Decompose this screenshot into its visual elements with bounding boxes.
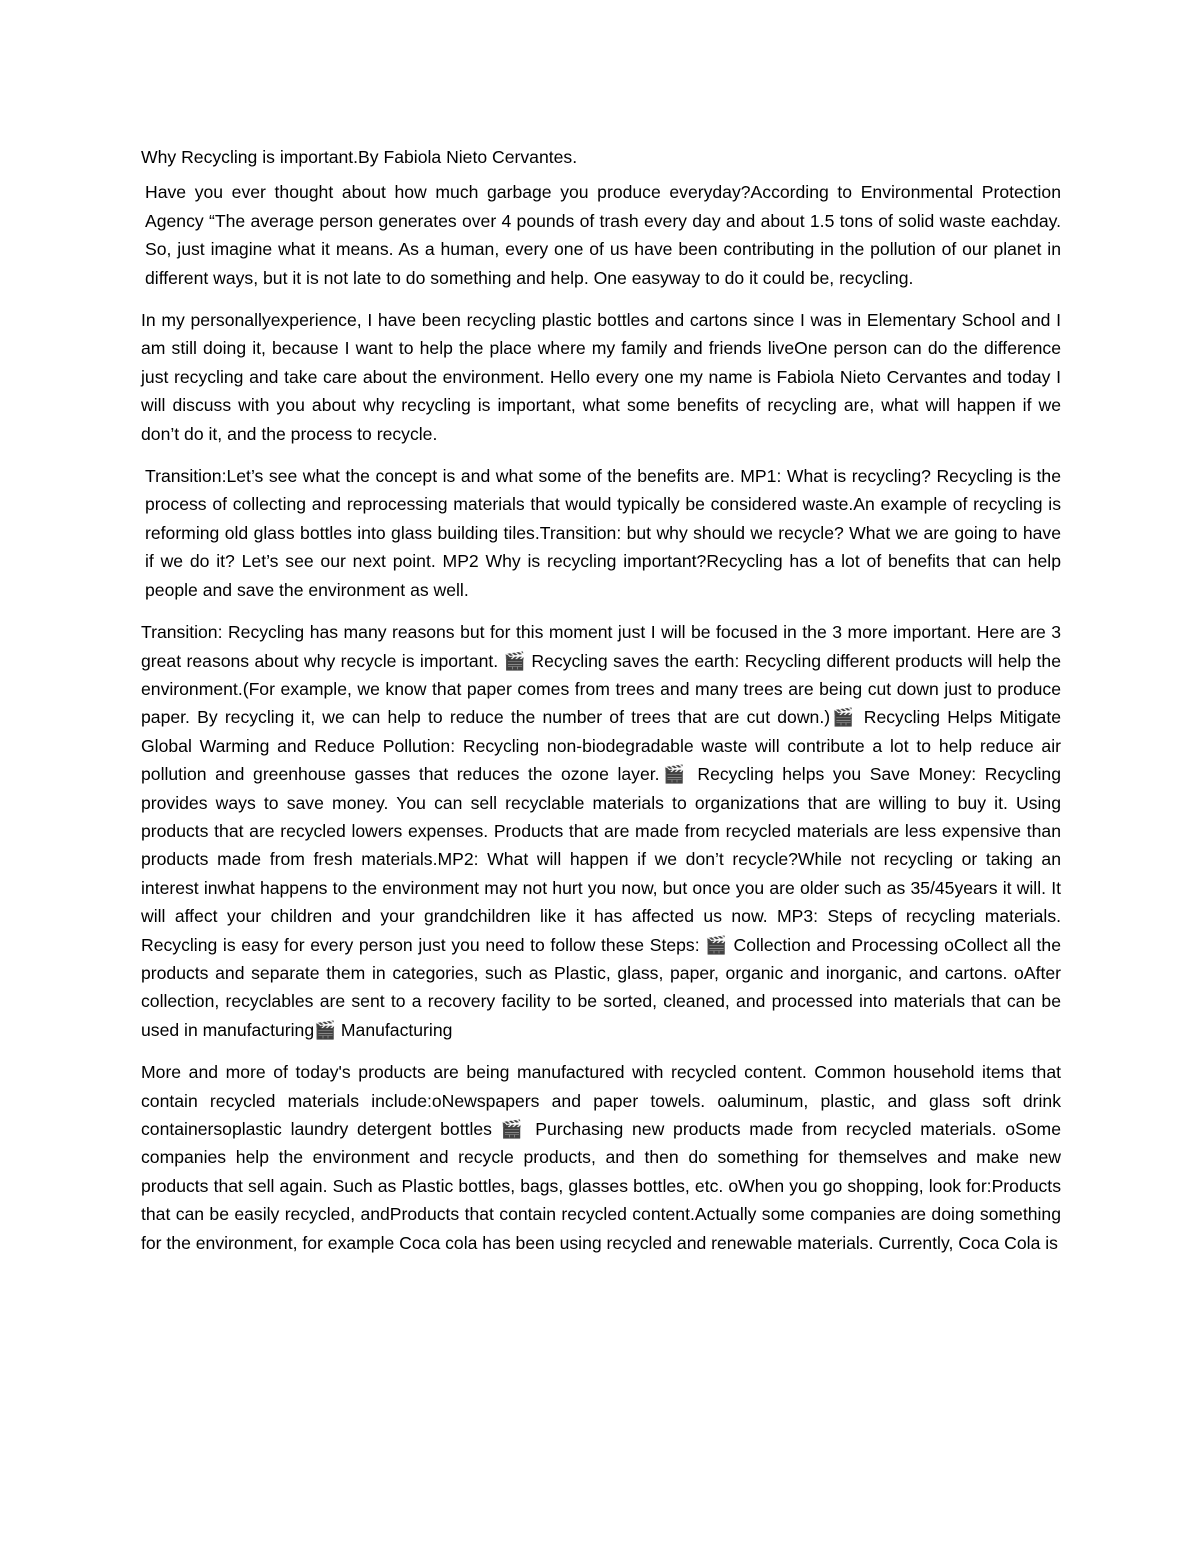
document-title: Why Recycling is important.By Fabiola Nieto Cervantes. bbox=[141, 147, 578, 167]
paragraph-recycled-products: More and more of today's products are being manufactured with recycled content. Common household items that contain recycled materials include:oNewspapers and paper towels. oaluminum, plastic, and glass soft drink containersoplastic laundry detergent bottles 🎬 Purchasing new products made from recycled materials. oSome companies help the environment and recycle products, and then do something for themselves and make new products that sell again. Such as Plastic bottles, bags, glasses bottles, etc. oWhen you go shopping, look for:Products that can be easily recycled, andProducts that contain recycled content.Actually some companies are doing something for the environment, for example Coca cola has been using recycled and renewable materials. Currently, Coca Cola is bbox=[141, 1062, 1061, 1253]
paragraph-reasons-and-steps: Transition: Recycling has many reasons but for this moment just I will be focused in the 3 more important. Here are 3 great reasons about why recycle is important. 🎬 Recycling saves the earth: Recycling different products will help the environment.(For example, we know that paper comes from trees and many trees are being cut down just to produce paper. By recycling it, we can help to reduce the number of trees that are cut down.)🎬 Recycling Helps Mitigate Global Warming and Reduce Pollution: Recycling non-biodegradable waste will contribute a lot to help reduce air pollution and greenhouse gasses that reduces the ozone layer.🎬 Recycling helps you Save Money: Recycling provides ways to save money. You can sell recyclable materials to organizations that are willing to buy it. Using products that are recycled lowers expenses. Products that are made from recycled materials are less expensive than products made from fresh materials.MP2: What will happen if we don’t recycle?While not recycling or taking an interest inwhat happens to the environment may not hurt you now, but once you are older such as 35/45years it will. It will affect your children and your grandchildren like it has affected us now. MP3: Steps of recycling materials. Recycling is easy for every person just you need to follow these Steps: 🎬 Collection and Processing oCollect all the products and separate them in categories, such as Plastic, glass, paper, organic and inorganic, and cartons. oAfter collection, recyclables are sent to a recovery facility to be sorted, cleaned, and processed into materials that can be used in manufacturing🎬 Manufacturing bbox=[141, 622, 1061, 1040]
paragraph-what-is-recycling: Transition:Let’s see what the concept is and what some of the benefits are. MP1: What is recycling? Recycling is the process of collecting and reprocessing materials that would typically be considered waste.An example of recycling is reforming old glass bottles into glass building tiles.Transition: but why should we recycle? What we are going to have if we do it? Let’s see our next point. MP2 Why is recycling important?Recycling has a lot of benefits that can help people and save the environment as well. bbox=[145, 466, 1061, 600]
document-body bbox=[141, 143, 1061, 1271]
paragraph-intro: Have you ever thought about how much garbage you produce everyday?According to Environmental Protection Agency “The average person generates over 4 pounds of trash every day and about 1.5 tons of solid waste eachday. So, just imagine what it means. As a human, every one of us have been contributing in the pollution of our planet in different ways, but it is not late to do something and help. One easyway to do it could be, recycling. bbox=[145, 182, 1061, 288]
paragraph-personal-experience: In my personallyexperience, I have been recycling plastic bottles and cartons since I was in Elementary School and I am still doing it, because I want to help the place where my family and friends liveOne person can do the difference just recycling and take care about the environment. Hello every one my name is Fabiola Nieto Cervantes and today I will discuss with you about why recycling is important, what some benefits of recycling are, what will happen if we don’t do it, and the process to recycle. bbox=[141, 310, 1061, 444]
